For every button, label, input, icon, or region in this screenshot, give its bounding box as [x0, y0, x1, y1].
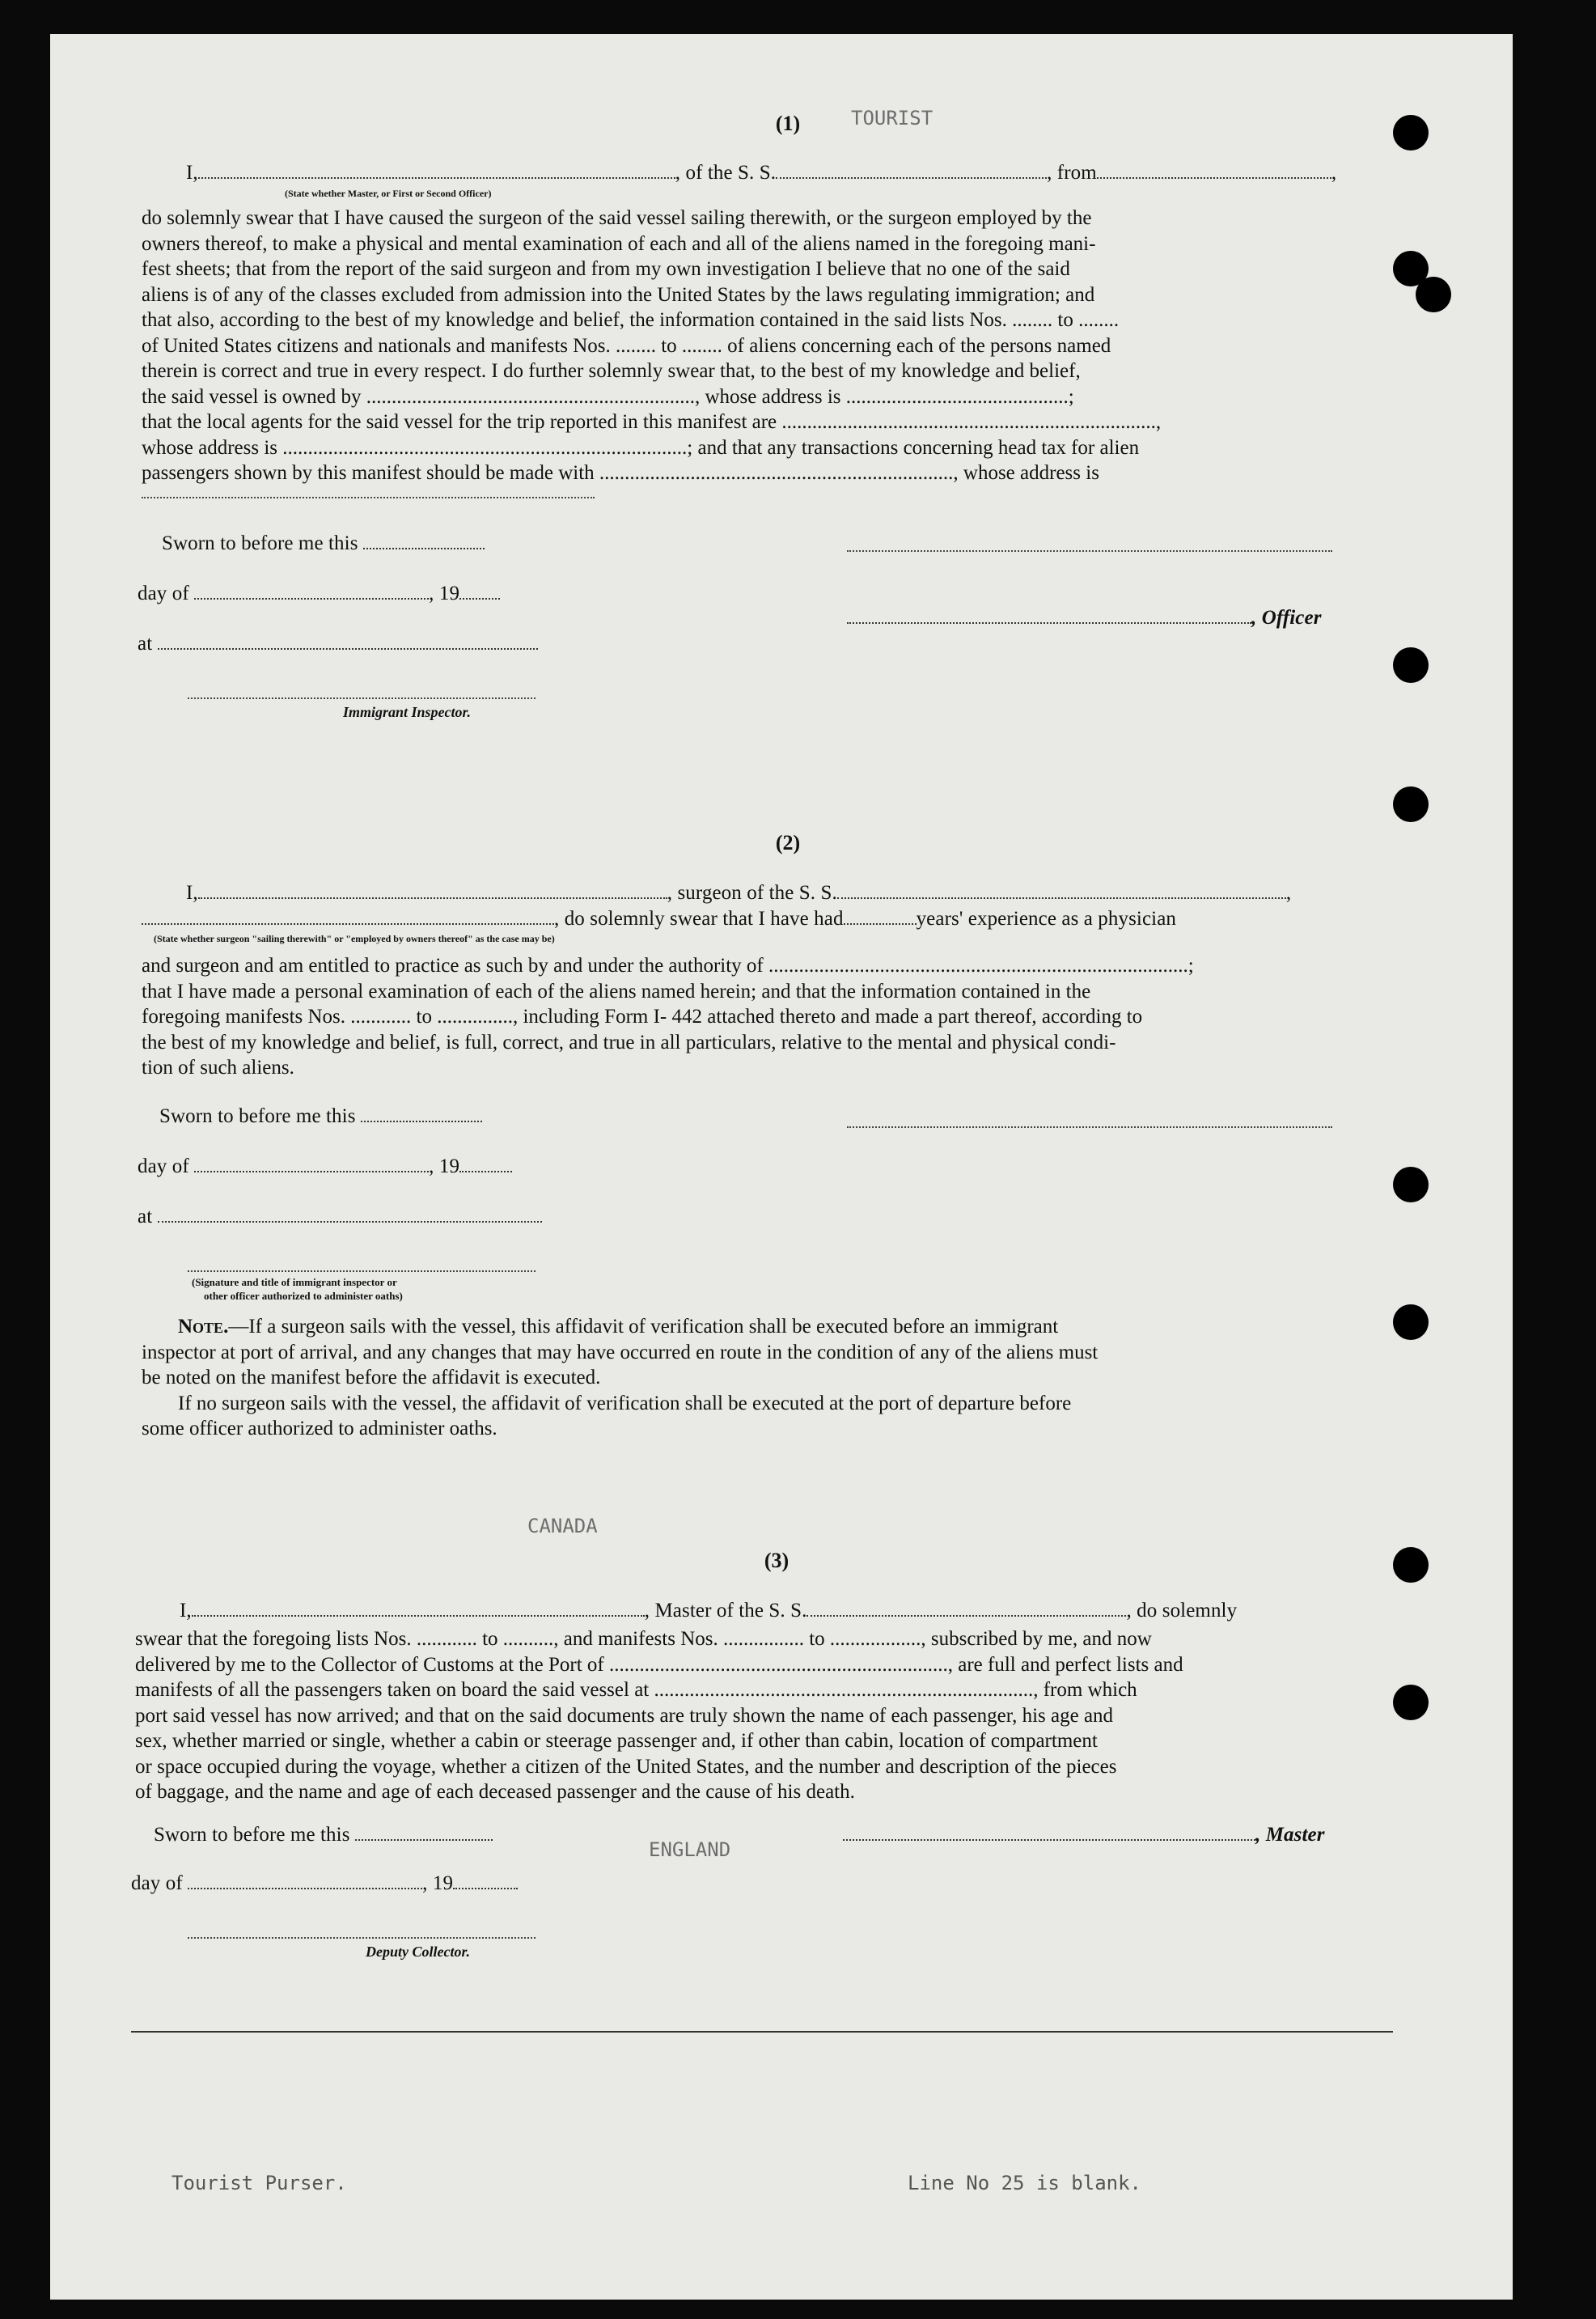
s1-body-line: passengers shown by this manifest should be made with ......................................................................, whose address is — [142, 462, 1099, 484]
s3-body — [135, 1626, 1397, 1805]
punch-hole — [1393, 1547, 1429, 1583]
s1-body-line: do solemnly swear that I have caused the surgeon of the said vessel sailing therewith, or the surgeon employed by the — [142, 207, 1092, 229]
s1-body — [142, 206, 1400, 486]
s1-body-line: of United States citizens and nationals and manifests Nos. ........ to ........ of aliens concerning each of the persons named — [142, 334, 1111, 357]
s2-sig-line — [847, 1126, 1332, 1128]
bottom-rule — [131, 2031, 1393, 2033]
s2-note-line: inspector at port of arrival, and any changes that may have occurred en route in the condition of any of the aliens must — [142, 1341, 1099, 1363]
s2-note-line: be noted on the manifest before the affidavit is executed. — [142, 1367, 601, 1388]
s1-body-line: whose address is ................................................................................; and that any transactions concerning head tax for alien — [142, 436, 1140, 459]
bleed-text: CANADA — [527, 1515, 598, 1537]
s1-officer-sig-line — [847, 550, 1332, 552]
s1-body-line: aliens is of any of the classes excluded from admission into the United States by the laws regulating immigration; and — [142, 283, 1095, 306]
s3-body-line: swear that the foregoing lists Nos. ............ to .........., and manifests Nos. ................ to .................., subscribed by me, and now — [135, 1628, 1152, 1650]
s2-body-line: the best of my knowledge and belief, is full, correct, and true in all particulars, relative to the mental and physical condi- — [142, 1031, 1116, 1054]
s1-inspector-caption: Immigrant Inspector. — [343, 704, 472, 720]
s1-body-line: therein is correct and true in every respect. I do further solemnly swear that, to the best of my knowledge and belief, — [142, 360, 1081, 382]
s3-collector-caption: Deputy Collector. — [366, 1944, 470, 1960]
s2-note — [142, 1314, 1400, 1442]
bleed-text: Tourist Purser. — [171, 2172, 347, 2194]
s2-inspector-sig-line — [188, 1270, 536, 1272]
s1-at: at — [138, 633, 538, 655]
s2-oath-line: I, , surgeon of the S. S. , — [186, 882, 1292, 904]
s1-body-line: that also, according to the best of my knowledge and belief, the information contained in the said lists Nos. ........ to ........ — [142, 309, 1120, 331]
punch-hole — [1393, 1304, 1429, 1340]
s3-master-line: , Master — [843, 1824, 1325, 1846]
s2-body-line: foregoing manifests Nos. ............ to ..............., including Form I- 442 attached thereto and made a part thereof, according to — [142, 1006, 1143, 1028]
s2-sig-caption-1: (Signature and title of immigrant inspector or — [192, 1276, 397, 1288]
s2-sig-caption-2: other officer authorized to administer oaths) — [204, 1290, 403, 1302]
s2-at: at — [138, 1206, 542, 1228]
s2-note-line: If no surgeon sails with the vessel, the affidavit of verification shall be executed at the port of departure before — [178, 1392, 1072, 1414]
s3-day-of: day of , 19 — [131, 1872, 518, 1895]
s2-surgeon-caption: (State whether surgeon "sailing therewith" or "employed by owners thereof" as the case may be) — [154, 933, 555, 944]
s1-day-of: day of , 19 — [138, 583, 500, 605]
punch-hole — [1393, 1167, 1429, 1202]
s1-inspector-sig-line — [188, 697, 536, 699]
s2-note-line: Note.—If a surgeon sails with the vessel, this affidavit of verification shall be executed before an immigrant — [178, 1316, 1059, 1338]
bleed-text: TOURIST — [851, 107, 933, 129]
s2-day-of: day of , 19 — [138, 1155, 512, 1178]
s3-sworn: Sworn to before me this — [154, 1824, 493, 1846]
s1-body-line: fest sheets; that from the report of the said surgeon and from my own investigation I believe that no one of the said — [142, 258, 1070, 280]
s3-body-line: delivered by me to the Collector of Customs at the Port of ..................................................................., are full and perfect lists and — [135, 1653, 1183, 1676]
s1-oath-line: I, , of the S. S. , from , — [186, 162, 1337, 184]
s1-body-line: the said vessel is owned by ................................................................., whose address is ............................................; — [142, 385, 1074, 408]
s1-officer-line: , Officer — [847, 607, 1322, 630]
punch-hole — [1393, 1685, 1429, 1720]
s3-collector-sig-line — [188, 1937, 536, 1939]
s2-note-line: some officer authorized to administer oaths. — [142, 1418, 497, 1439]
s1-body-line: owners thereof, to make a physical and mental examination of each and all of the aliens named in the foregoing mani- — [142, 232, 1096, 255]
s2-body-line: tion of such aliens. — [142, 1057, 294, 1079]
s1-officer-caption: (State whether Master, or First or Second Officer) — [285, 188, 492, 199]
s2-body-line: that I have made a personal examination of each of the aliens named herein; and that the information contained in the — [142, 980, 1091, 1003]
s3-body-line: of baggage, and the name and age of each deceased passenger and the cause of his death. — [135, 1781, 855, 1803]
s3-oath-line: I, , Master of the S. S. , do solemnly — [180, 1600, 1238, 1622]
s2-experience-line: , do solemnly swear that I have had years' experience as a physician — [142, 908, 1176, 931]
s1-sworn: Sworn to before me this — [162, 532, 485, 555]
punch-hole — [1393, 647, 1429, 683]
s2-sworn: Sworn to before me this — [159, 1105, 482, 1128]
s2-body — [142, 953, 1400, 1081]
s2-body-line: and surgeon and am entitled to practice as such by and under the authority of ...................................................................................; — [142, 955, 1194, 977]
section-2-number: (2) — [775, 831, 801, 854]
bleed-text: ENGLAND — [649, 1838, 731, 1861]
bleed-text: Line No 25 is blank. — [908, 2172, 1141, 2194]
manifest-page — [50, 34, 1513, 2300]
s1-continuation-line — [142, 497, 595, 498]
s1-body-line: that the local agents for the said vessel for the trip reported in this manifest are .........................................................................., — [142, 411, 1162, 433]
punch-hole — [1416, 277, 1451, 312]
punch-hole — [1393, 786, 1429, 822]
s3-body-line: manifests of all the passengers taken on board the said vessel at ..........................................................................., from which — [135, 1679, 1137, 1701]
section-1-number: (1) — [775, 112, 801, 135]
punch-hole — [1393, 115, 1429, 151]
s3-body-line: or space occupied during the voyage, whether a citizen of the United States, and the number and description of the pieces — [135, 1755, 1117, 1778]
s3-body-line: sex, whether married or single, whether a cabin or steerage passenger and, if other than cabin, location of compartment — [135, 1730, 1098, 1752]
section-3-number: (3) — [764, 1549, 790, 1572]
s3-body-line: port said vessel has now arrived; and that on the said documents are truly shown the name of each passenger, his age and — [135, 1704, 1114, 1727]
